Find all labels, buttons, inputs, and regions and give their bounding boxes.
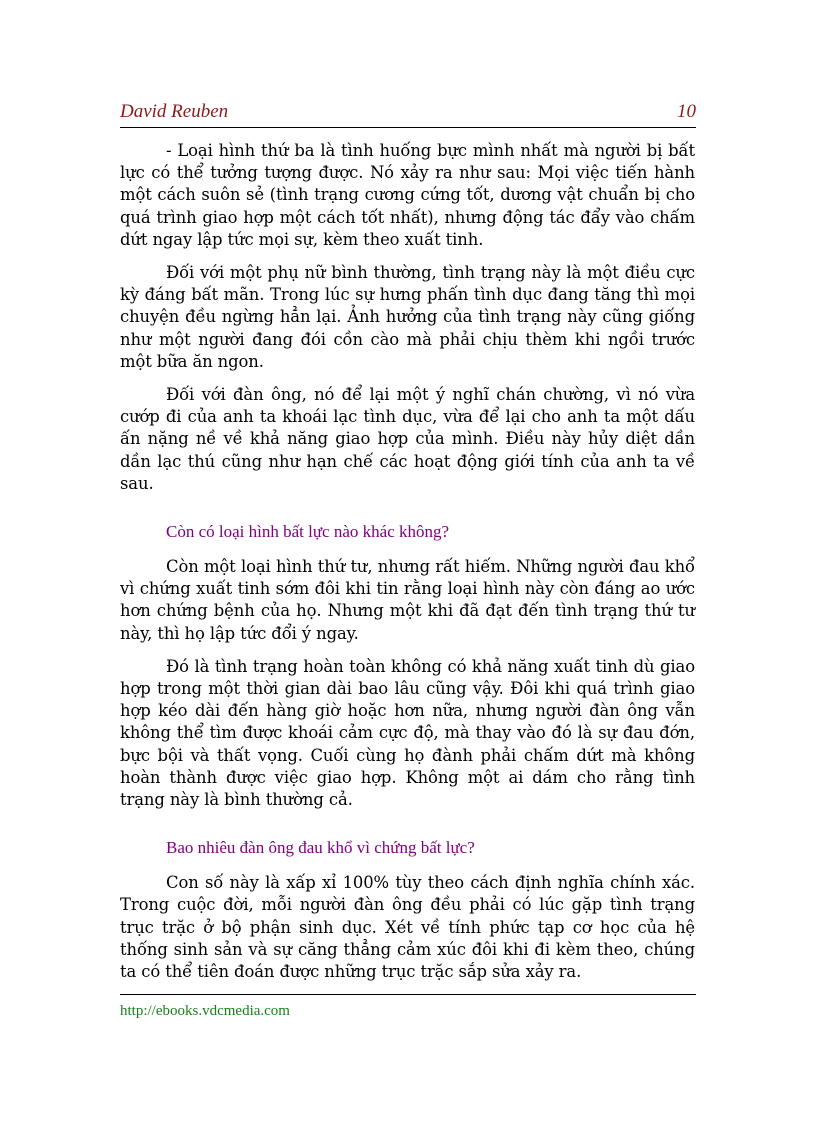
paragraph-1: - Loại hình thứ ba là tình huống bực mình nhất mà người bị bất lực có thể tưởng tượng được. Nó xảy ra như sau: Mọi việc tiến hành một cách suôn sẻ (tình trạng cương cứng tốt, dương vật chuẩn bị cho quá trình giao hợp một cách tốt nhất), nhưng động tác đẩy vào chấm dứt ngay lập tức mọi sự, kèm theo xuất tinh. xyxy=(120,141,695,249)
paragraph-2: Đối với một phụ nữ bình thường, tình trạng này là một điều cực kỳ đáng bất mãn. Trong lúc sự hưng phấn tình dục đang tăng thì mọi chuyện đều ngừng hẳn lại. Ảnh hưởng của tình trạng này cũng giống như một người đang đói cồn cào mà phải chịu thèm khi ngồi trước một bữa ăn ngon. xyxy=(120,263,695,371)
footer-url-link[interactable]: http://ebooks.vdcmedia.com xyxy=(120,1003,290,1019)
header-author: David Reuben xyxy=(120,101,229,122)
question-heading-2: Bao nhiêu đàn ông đau khổ vì chứng bất lực? xyxy=(166,838,475,858)
paragraph-4: Còn một loại hình thứ tư, nhưng rất hiếm. Những người đau khổ vì chứng xuất tinh sớm đôi khi tin rằng loại hình này còn đáng ao ước hơn chứng bệnh của họ. Nhưng một khi đã đạt đến tình trạng thứ tư này, thì họ lập tức đổi ý ngay. xyxy=(120,557,695,643)
paragraph-3: Đối với đàn ông, nó để lại một ý nghĩ chán chường, vì nó vừa cướp đi của anh ta khoái lạc tình dục, vừa để lại cho anh ta một dấu ấn nặng nề về khả năng giao hợp của mình. Điều này hủy diệt dần dần lạc thú cũng như hạn chế các hoạt động giới tính của anh ta về sau. xyxy=(120,385,695,493)
paragraph-5: Đó là tình trạng hoàn toàn không có khả năng xuất tinh dù giao hợp trong một thời gian dài bao lâu cũng vậy. Đôi khi quá trình giao hợp kéo dài đến hàng giờ hoặc hơn nữa, nhưng người đàn ông vẫn không thể tìm được khoái cảm cực độ, mà thay vào đó là sự đau đớn, bực bội và thất vọng. Cuối cùng họ đành phải chấm dứt mà không hoàn thành được việc giao hợp. Không một ai dám cho rằng tình trạng này là bình thường cả. xyxy=(120,656,695,810)
question-heading-1: Còn có loại hình bất lực nào khác không? xyxy=(166,522,450,542)
header-page-number: 10 xyxy=(677,101,696,122)
page-body xyxy=(120,140,695,994)
page-header xyxy=(120,101,696,128)
paragraph-6: Con số này là xấp xỉ 100% tùy theo cách định nghĩa chính xác. Trong cuộc đời, mỗi người đàn ông đều phải có lúc gặp tình trạng trục trặc ở bộ phận sinh dục. Xét về tính phức tạp cơ học của hệ thống sinh sản và sự căng thẳng cảm xúc đôi khi đi kèm theo, chúng ta có thể tiên đoán được những trục trặc sắp sửa xảy ra. xyxy=(120,873,695,982)
page-footer xyxy=(120,994,696,1020)
